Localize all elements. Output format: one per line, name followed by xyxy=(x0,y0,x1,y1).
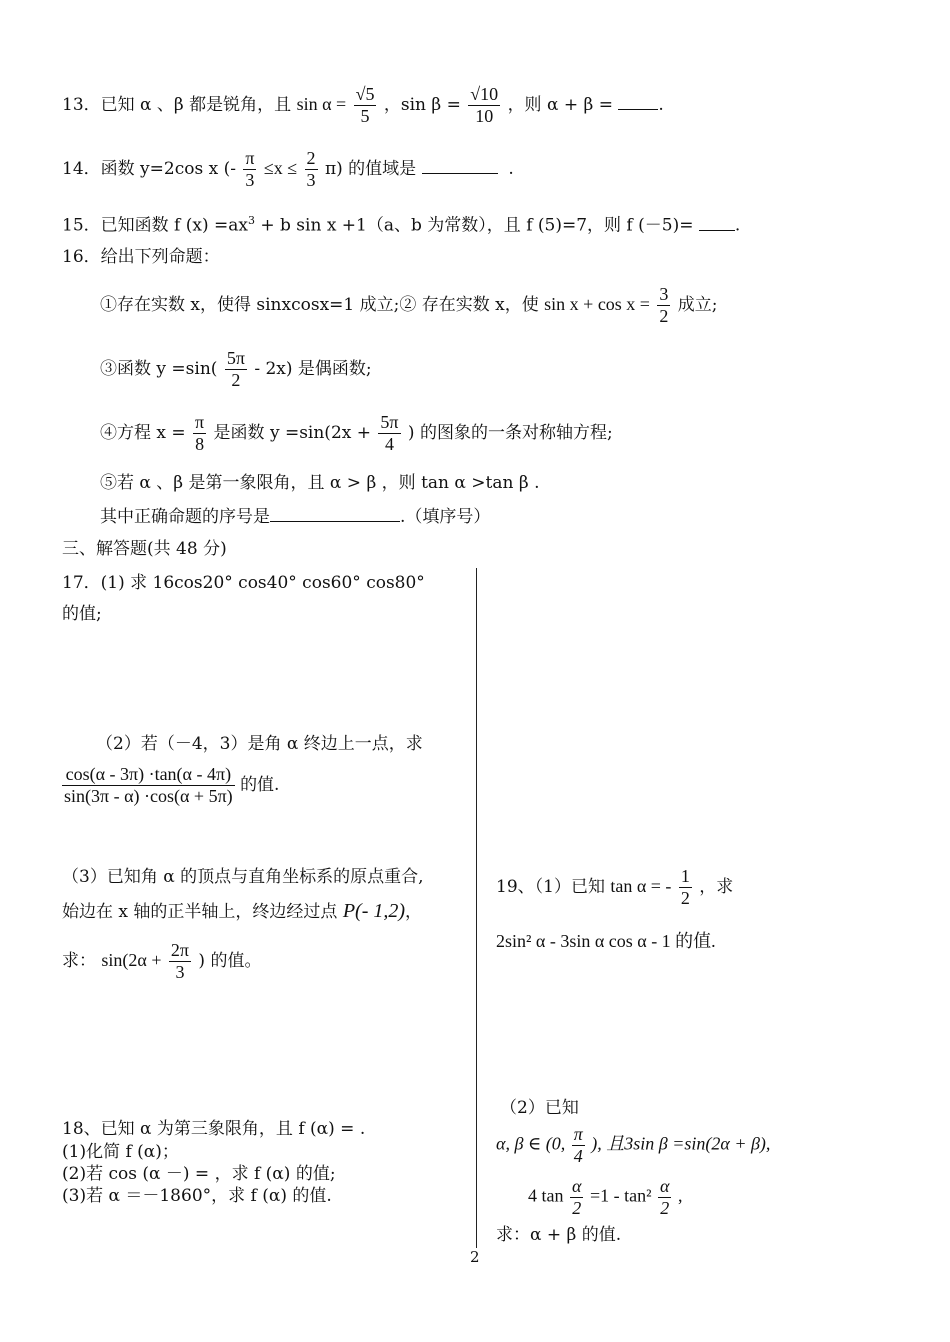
q16-prop-4: ④方程 x = $\frac{\pi}{8}$ 是函数 y =sin(2x + $\frac{5\pi}{4}$ ) 的图象的一条对称轴方程; xyxy=(100,412,613,454)
q13-text: 13．已知 α 、β 都是锐角，且 xyxy=(62,95,292,115)
question-16-title: 16．给出下列命题： xyxy=(62,247,220,267)
q19-part-1: 19、（1）已知 tan α = - $\frac{1}{2}$ ，求 xyxy=(496,866,734,908)
q13-fraction-2: $\frac{√10}{10}$ xyxy=(470,84,499,126)
q18-line-4: (3)若 α ＝－1860°，求 f (α) 的值. xyxy=(62,1186,332,1206)
q17-part-3b: 始边在 x 轴的正半轴上，终边经过点 P(- 1,2)， xyxy=(62,900,423,922)
q19-part-2-label: （2）已知 xyxy=(500,1098,579,1118)
q19-part-1-expr: 2sin² α - 3sin α cos α - 1 的值. xyxy=(496,931,716,951)
q13-sin-alpha: sin α = xyxy=(296,94,347,114)
q19-part-2-ask: 求：α + β 的值. xyxy=(496,1225,622,1245)
q14-ineq: ≤x ≤ xyxy=(263,158,298,178)
q17-part-1b: 的值; xyxy=(62,604,102,624)
q19-fraction-alpha-2: $\frac{\alpha}{2}$ xyxy=(572,1176,582,1218)
q19-fraction-alpha-2b: $\frac{\alpha}{2}$ xyxy=(660,1176,670,1218)
q14-fraction-2: $\frac{2}{3}$ xyxy=(306,148,316,190)
q19-fraction-1-2: $\frac{1}{2}$ xyxy=(680,866,690,908)
section-3-title: 三、解答题(共 48 分) xyxy=(62,539,227,559)
q16-prop-5: ⑤若 α 、β 是第一象限角，且 α > β ，则 tan α >tan β . xyxy=(100,473,540,493)
question-14: 14．函数 y=2cos x (- $\frac{\pi}{3}$ ≤x ≤ $\frac{2}{3}$ π) 的值域是 . xyxy=(62,148,514,190)
q16-fraction-3-2: $\frac{3}{2}$ xyxy=(659,284,669,326)
q18-line-2: (1)化简 f (α)； xyxy=(62,1142,179,1162)
q17-part-3c: 求： sin(2α + $\frac{2\pi}{3}$ ) 的值。 xyxy=(62,940,262,982)
q14-fraction-1: $\frac{\pi}{3}$ xyxy=(245,148,255,190)
q19-part-2-equation: 4 tan $\frac{\alpha}{2}$ =1 - tan² $\frac{\alpha}{2}$ , xyxy=(528,1176,683,1218)
q17-big-fraction: $\frac{\cos(\alpha - 3\pi) \cdot\tan(\alpha - 4\pi)}{\sin(3\pi - \alpha) \cdot\cos(\alpha + 5\pi)}$ xyxy=(64,764,233,806)
q16-ask: 其中正确命题的序号是 .（填序号） xyxy=(100,507,491,527)
q13-fraction-1: $\frac{√5}{5}$ xyxy=(355,84,375,126)
question-13: 13．已知 α 、β 都是锐角，且 sin α = $\frac{√5}{5}$ ，sin β = $\frac{√10}{10}$ ，则 α + β = . xyxy=(62,84,664,126)
q15-answer-blank xyxy=(699,214,735,231)
q14-answer-blank xyxy=(422,157,498,174)
q17-fraction-2pi-3: $\frac{2\pi}{3}$ xyxy=(170,940,189,982)
q16-fraction-pi-8: $\frac{\pi}{8}$ xyxy=(195,412,205,454)
q16-fraction-5pi-4: $\frac{5\pi}{4}$ xyxy=(380,412,399,454)
q14-tail: π) 的值域是 xyxy=(324,159,417,179)
q13-sin-beta: ，sin β = xyxy=(383,95,461,115)
q18-line-1: 18、已知 α 为第三象限角，且 f (α) = . xyxy=(62,1119,366,1139)
q16-answer-blank xyxy=(270,505,400,522)
q17-part-1: 17．(1) 求 16cos20° cos40° cos60° cos80° xyxy=(62,573,425,593)
q19-fraction-pi-4: $\frac{\pi}{4}$ xyxy=(573,1124,583,1166)
q17-part-2: （2）若（－4，3）是角 α 终边上一点，求 xyxy=(96,734,423,754)
column-divider xyxy=(476,568,477,1248)
q13-answer-blank xyxy=(618,93,658,110)
q17-part-2-expr: $\frac{\cos(\alpha - 3\pi) \cdot\tan(\alpha - 4\pi)}{\sin(3\pi - \alpha) \cdot\cos(\alpha + 5\pi)}$ 的值. xyxy=(64,764,280,806)
q19-part-2-condition: α, β ∈ (0, $\frac{\pi}{4}$ ), 且3sin β =sin(2α + β), xyxy=(496,1124,771,1166)
question-15: 15．已知函数 f $(x) =ax^3 + b$ sin x +1（a、b 为常数），且 f (5)=7，则 f (－5)= . xyxy=(62,214,741,236)
q14-text: 14．函数 y=2cos x (- xyxy=(62,159,236,179)
q16-fraction-5pi-2: $\frac{5\pi}{2}$ xyxy=(226,348,245,390)
q16-prop-1-2: ①存在实数 x，使得 sinxcosx=1 成立;② 存在实数 x，使 sin x + cos x = $\frac{3}{2}$ 成立; xyxy=(100,284,718,326)
page-number: 2 xyxy=(470,1248,480,1266)
q16-prop-3: ③函数 y =sin( $\frac{5\pi}{2}$ - 2x) 是偶函数; xyxy=(100,348,372,390)
q18-line-3: (2)若 cos (α －) = ，求 f (α) 的值; xyxy=(62,1164,336,1184)
q17-part-3a: （3）已知角 α 的顶点与直角坐标系的原点重合, xyxy=(62,867,424,887)
q13-tail: ，则 α + β = xyxy=(507,95,613,115)
